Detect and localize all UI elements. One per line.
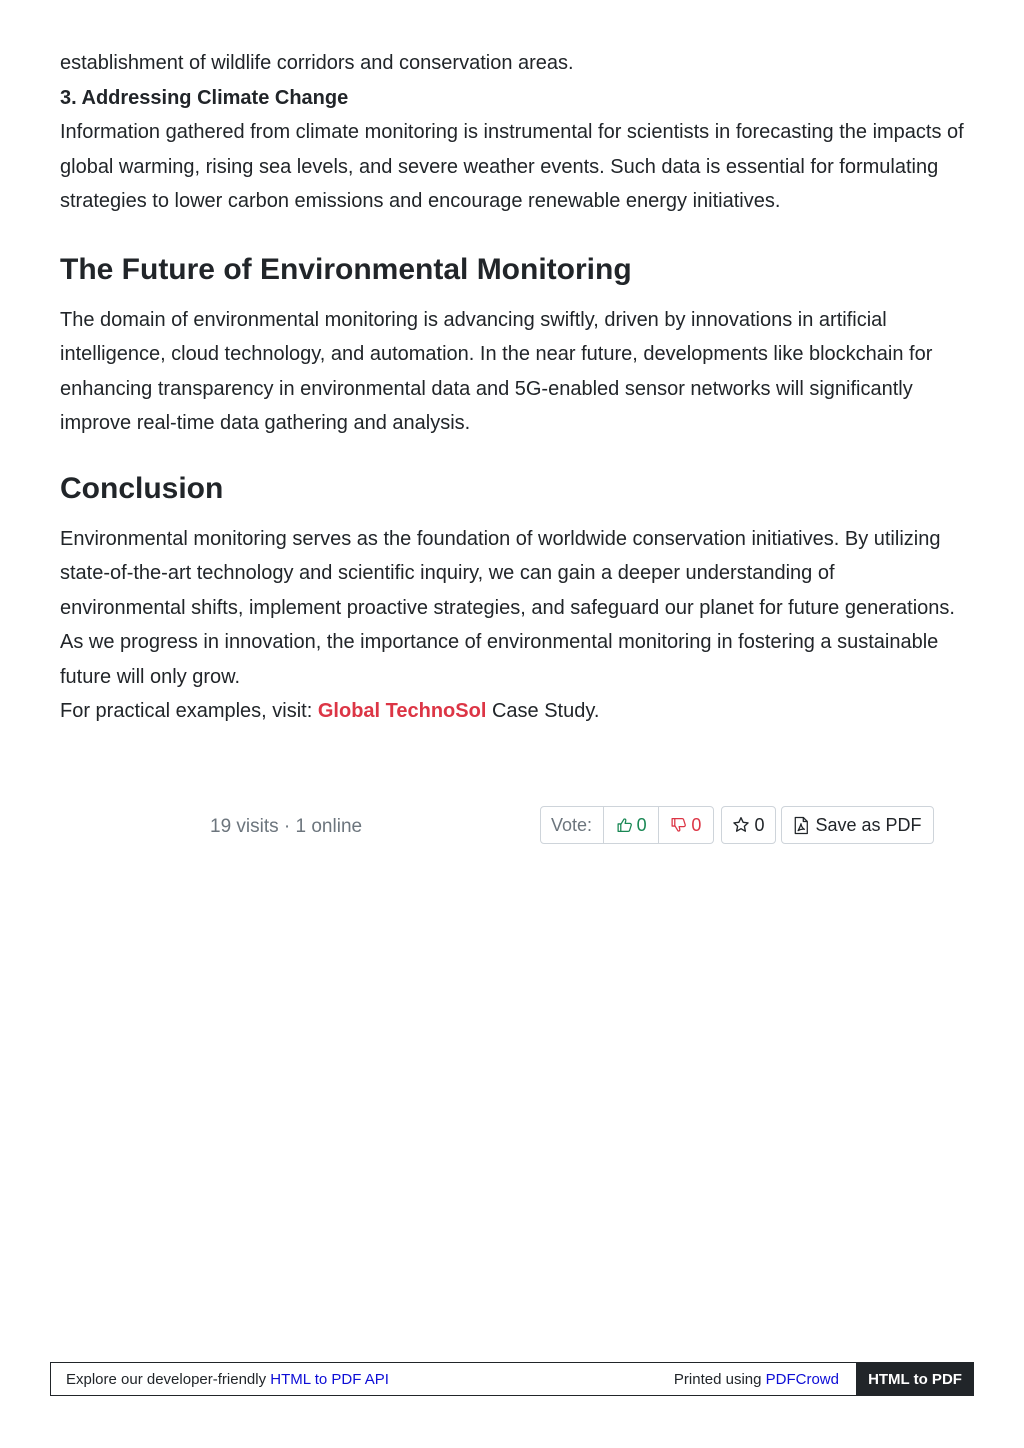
vote-label: Vote:: [541, 807, 604, 843]
thumbs-down-icon: [670, 816, 687, 834]
subsection-title: 3. Addressing Climate Change: [60, 86, 349, 109]
footer-right-text: Printed using: [673, 1371, 766, 1388]
thumbs-up-icon: [616, 816, 633, 834]
html-to-pdf-badge[interactable]: HTML to PDF: [856, 1362, 974, 1396]
downvote-count: 0: [691, 814, 702, 835]
subsection-text: Information gathered from climate monitoring is instrumental for scientists in forecasting the impacts of global warming, rising sea levels, and severe weather events. Such data is essential for formulating strategies to lower carbon emissions and encourage renewable energy initiatives.: [60, 121, 964, 212]
save-pdf-button[interactable]: [781, 806, 934, 844]
stats-row: [60, 806, 965, 846]
upvote-count: 0: [636, 814, 647, 835]
footer-left-text: Explore our developer-friendly: [66, 1371, 271, 1388]
examples-suffix: Case Study.: [486, 700, 600, 722]
conclusion-heading: Conclusion: [60, 471, 224, 505]
save-pdf-label: Save as PDF: [815, 814, 922, 835]
upvote-button[interactable]: [604, 807, 658, 843]
html-to-pdf-api-link[interactable]: HTML to PDF API: [270, 1371, 389, 1388]
pdfcrowd-footer: [50, 1362, 974, 1396]
future-text: The domain of environmental monitoring is advancing swiftly, driven by innovations in artificial intelligence, cloud technology, and automation. In the near future, developments like blockchain for enhancing transparency in environmental data and 5G-enabled sensor networks will significantly improve real-time data gathering and analysis.: [60, 308, 933, 434]
downvote-button[interactable]: [659, 807, 713, 843]
article-body: [60, 46, 965, 729]
pdfcrowd-link[interactable]: PDFCrowd: [765, 1371, 839, 1388]
examples-line: [60, 694, 965, 729]
star-count: 0: [754, 814, 765, 835]
pdf-file-icon: [793, 816, 809, 835]
conclusion-text: Environmental monitoring serves as the foundation of worldwide conservation initiatives. By utilizing state-of-the-art technology and scientific inquiry, we can gain a deeper understanding of environmental shifts, implement proactive strategies, and safeguard our planet for future generations. As we progress in innovation, the importance of environmental monitoring in fostering a sustainable future will only grow.: [60, 527, 955, 688]
star-button[interactable]: [721, 806, 776, 844]
case-study-link[interactable]: Global TechnoSol: [317, 700, 487, 722]
star-icon: [732, 816, 750, 834]
examples-prefix: For practical examples, visit:: [60, 700, 318, 722]
visits-counter: 19 visits · 1 online: [210, 816, 363, 837]
footer-left: [66, 1371, 389, 1388]
vote-group: [540, 806, 714, 844]
intro-line: establishment of wildlife corridors and conservation areas.: [60, 52, 574, 74]
footer-right: [674, 1371, 839, 1388]
future-heading: The Future of Environmental Monitoring: [60, 252, 632, 286]
